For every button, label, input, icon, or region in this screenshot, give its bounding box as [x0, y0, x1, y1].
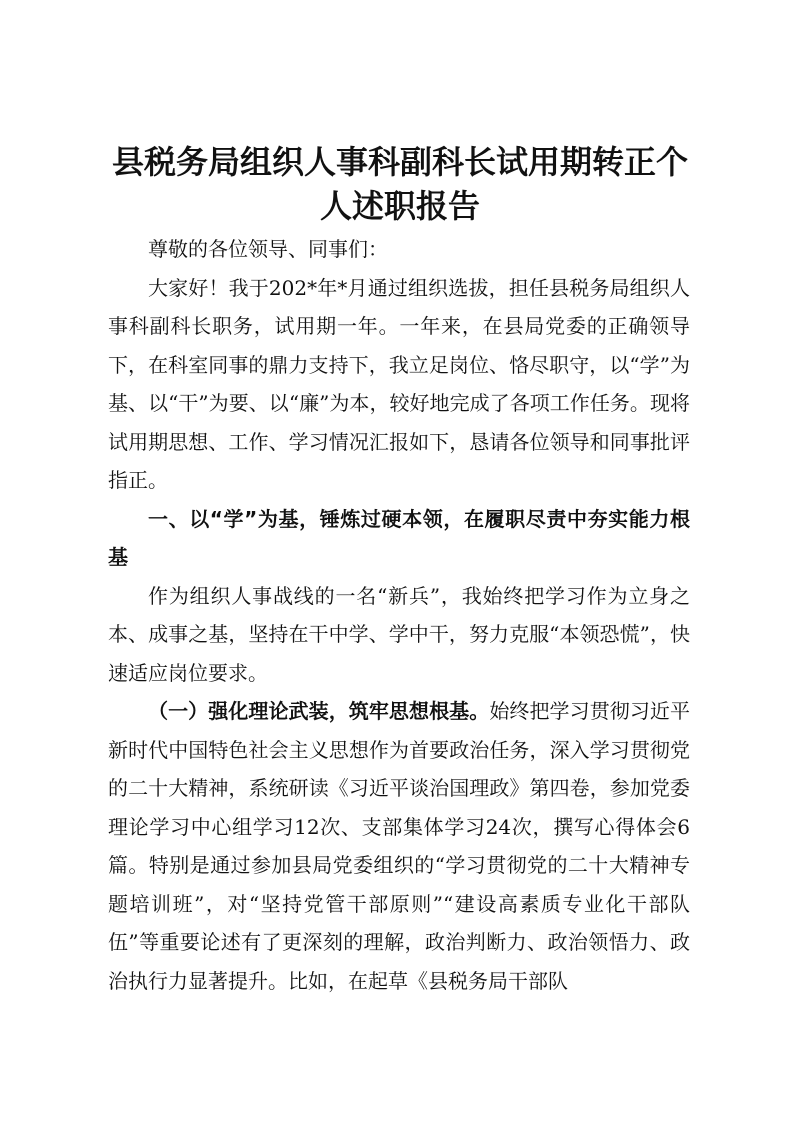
- sub-section-1-paragraph: [108, 692, 690, 1000]
- sub-section-1-heading: （一）强化理论武装，筑牢思想根基。: [148, 699, 490, 723]
- section-1-intro-paragraph: 作为组织人事战线的一名“新兵”，我始终把学习作为立身之本、成事之基，坚持在干中学、学中干，努力克服“本领恐慌”，快速适应岗位要求。: [108, 583, 690, 685]
- salutation: 尊敬的各位领导、同事们：: [148, 237, 388, 261]
- section-1-heading: 一、以“学”为基，锤炼过硬本领，在履职尽责中夯实能力根基: [108, 506, 690, 569]
- intro-paragraph: 大家好！我于202*年*月通过组织选拔，担任县税务局组织人事科副科长职务，试用期一年。一年来，在县局党委的正确领导下，在科室同事的鼎力支持下，我立足岗位、恪尽职守，以“学”为基、以“干”为要、以“廉”为本，较好地完成了各项工作任务。现将试用期思想、工作、学习情况汇报如下，恳请各位领导和同事批评指正。: [108, 275, 690, 492]
- sub-section-1-body: 始终把学习贯彻习近平新时代中国特色社会主义思想作为首要政治任务，深入学习贯彻党的二十大精神，系统研读《习近平谈治国理政》第四卷，参加党委理论学习中心组学习12次、支部集体学习24次，撰写心得体会6篇。特别是通过参加县局党委组织的“学习贯彻党的二十大精神专题培训班”，对“坚持党管干部原则”“建设高素质专业化干部队伍”等重要论述有了更深刻的理解，政治判断力、政治领悟力、政治执行力显著提升。比如，在起草《县税务局干部队: [108, 699, 691, 993]
- document-title: 县税务局组织人事科副科长试用期转正个人述职报告: [111, 143, 688, 225]
- document-body: [108, 230, 690, 1000]
